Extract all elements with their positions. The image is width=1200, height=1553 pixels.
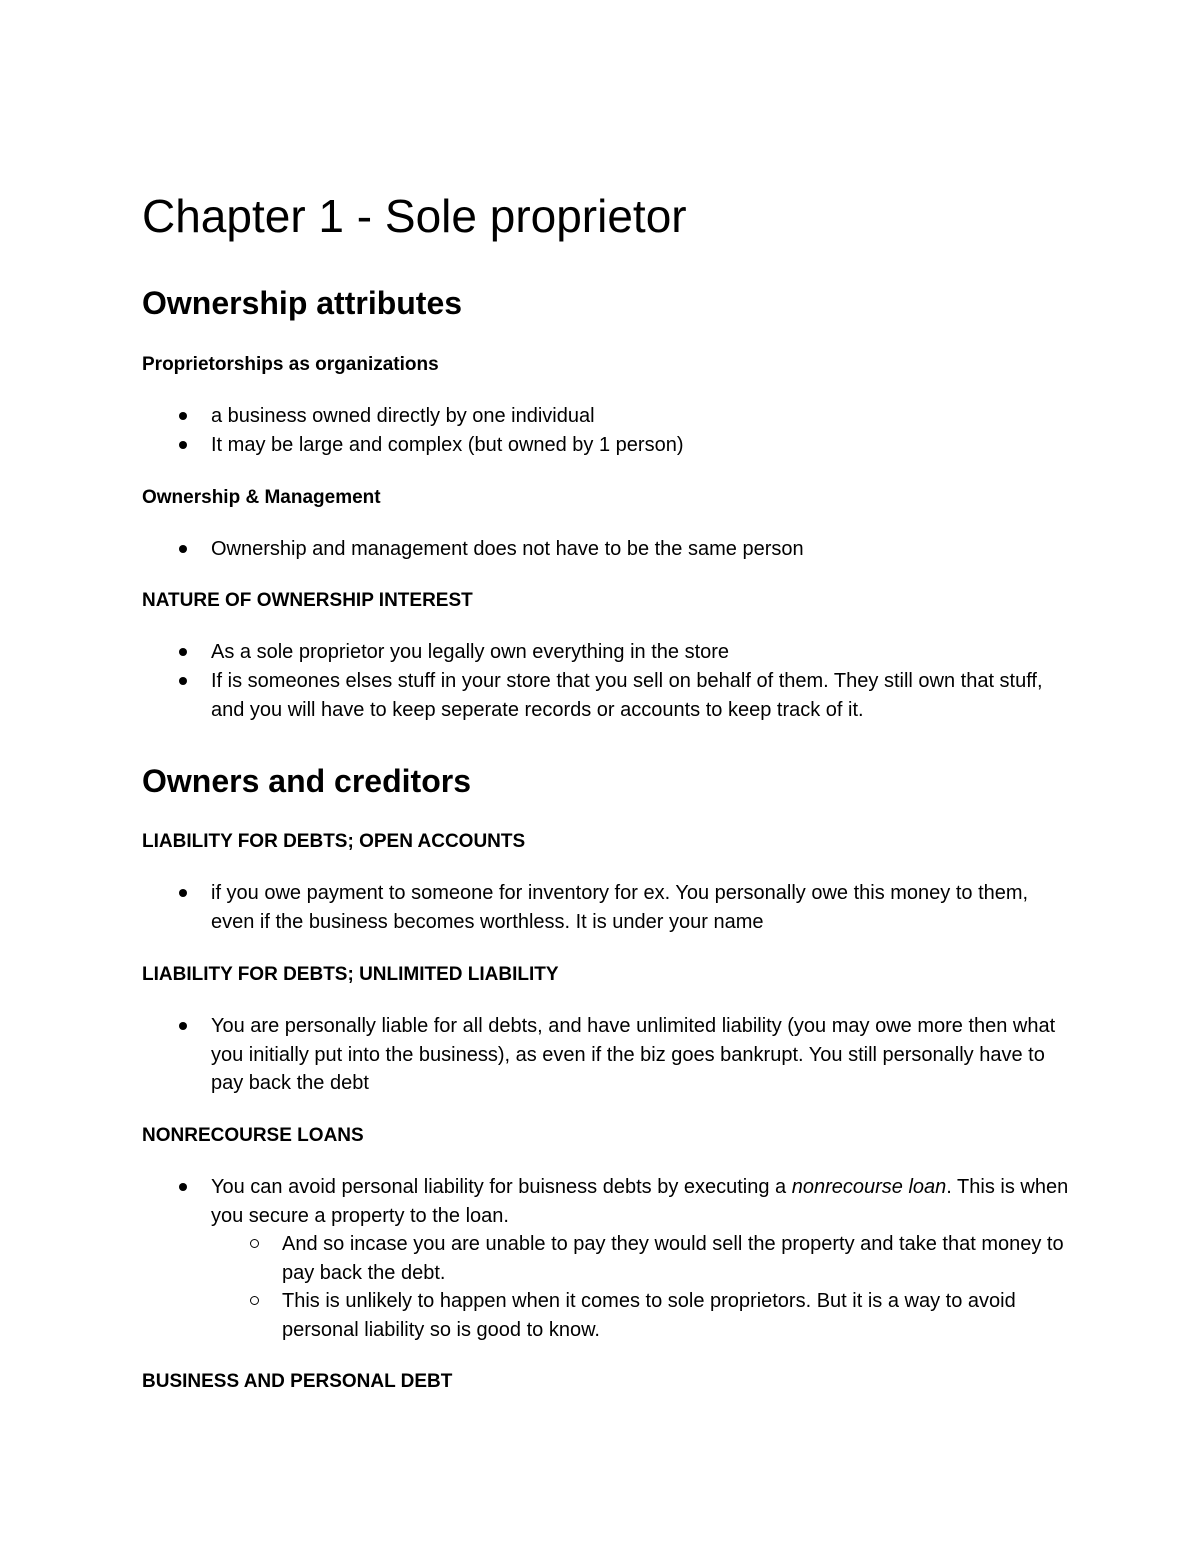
list-item: You are personally liable for all debts, and have unlimited liability (you may owe more then what you initially put into the business), as even if the biz goes bankrupt. You still personally have to pay back the debt [211,1015,1056,1094]
list-item: As a sole proprietor you legally own everything in the store [211,641,730,663]
page-title: Chapter 1 - Sole proprietor [142,190,687,242]
subheading-proprietorships: Proprietorships as organizations [142,354,439,375]
emphasis-term: nonrecourse loan [791,1176,947,1198]
list-item [211,1173,1071,1230]
subheading-ownership-management: Ownership & Management [142,487,381,508]
sub-list-item: This is unlikely to happen when it comes to sole proprietors. But it is a way to avoid personal liability so is good to know. [282,1290,1016,1341]
section-heading-ownership-attributes: Ownership attributes [142,285,463,321]
bullet-icon [179,677,187,685]
bullet-icon [179,1183,187,1191]
bullet-icon [179,545,187,553]
subheading-nonrecourse-loans: NONRECOURSE LOANS [142,1125,364,1146]
list-item-text: . This is when you secure a property to the loan. [211,1176,1069,1227]
subheading-unlimited-liability: LIABILITY FOR DEBTS; UNLIMITED LIABILITY [142,964,559,985]
subheading-nature-of-ownership: NATURE OF OWNERSHIP INTEREST [142,590,473,611]
list-item: It may be large and complex (but owned by 1 person) [211,434,684,456]
list-item: if you owe payment to someone for inventory for ex. You personally owe this money to them, even if the business becomes worthless. It is under your name [211,882,1029,933]
bullet-icon [179,412,187,420]
list-item: a business owned directly by one individual [211,405,595,427]
list-item: Ownership and management does not have to be the same person [211,538,804,560]
sub-list-item: And so incase you are unable to pay they would sell the property and take that money to pay back the debt. [282,1233,1064,1284]
section-heading-owners-creditors: Owners and creditors [142,763,471,799]
list-item-text: You can avoid personal liability for buisness debts by executing a [211,1176,792,1198]
list-item: If is someones elses stuff in your store that you sell on behalf of them. They still own that stuff, and you will have to keep seperate records or accounts to keep track of it. [211,670,1043,721]
hollow-bullet-icon [250,1239,259,1248]
bullet-icon [179,441,187,449]
bullet-icon [179,648,187,656]
subheading-business-personal-debt: BUSINESS AND PERSONAL DEBT [142,1371,453,1392]
bullet-icon [179,1022,187,1030]
hollow-bullet-icon [250,1296,259,1305]
bullet-icon [179,889,187,897]
subheading-open-accounts: LIABILITY FOR DEBTS; OPEN ACCOUNTS [142,831,526,852]
